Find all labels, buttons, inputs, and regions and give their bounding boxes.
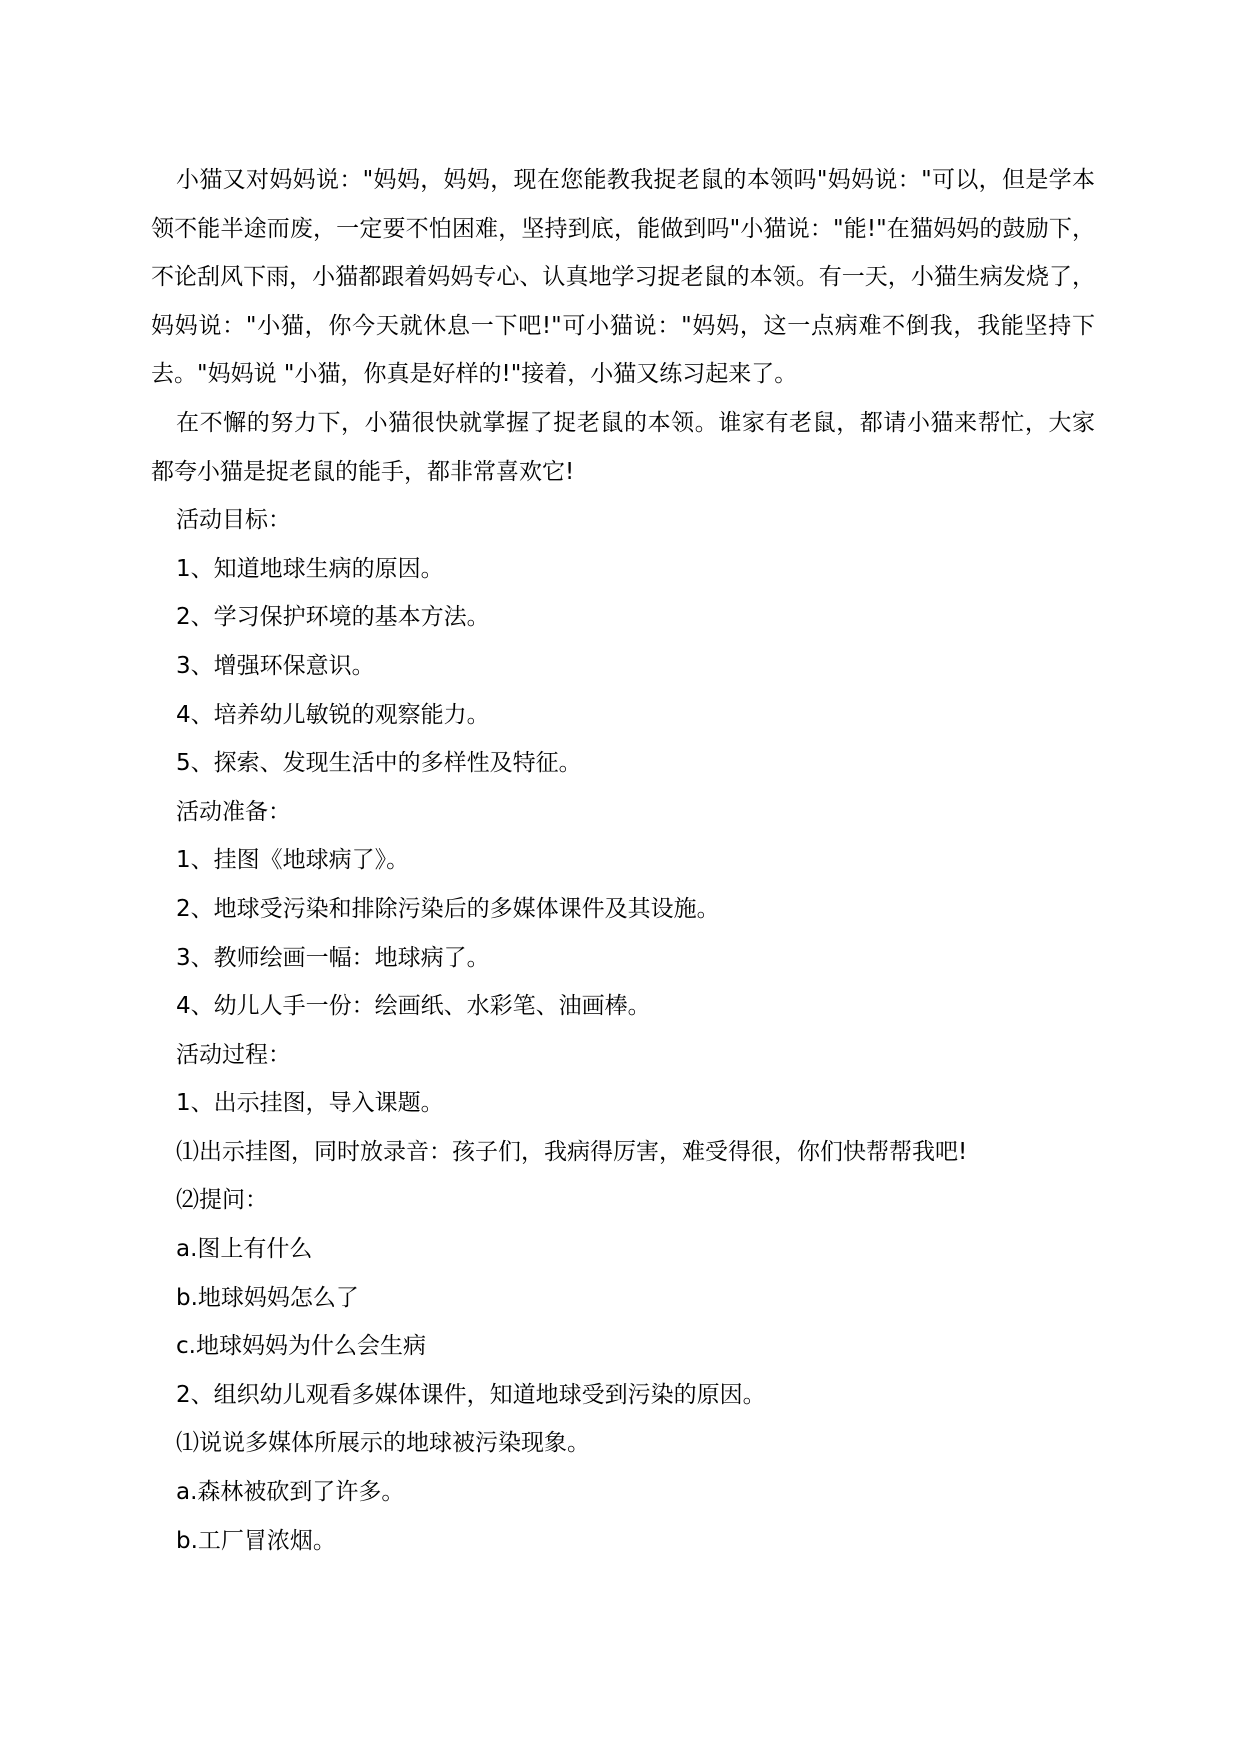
goal-item-3: 3、增强环保意识。: [176, 652, 375, 679]
goal-item-2: 2、学习保护环境的基本方法。: [176, 604, 490, 631]
question-item-b: b.地球妈妈怎么了: [176, 1284, 359, 1311]
process-substep-1-1: ⑴出示挂图，同时放录音：孩子们，我病得厉害，难受得很，你们快帮帮我吧!: [176, 1138, 968, 1165]
story-paragraph-2: 在不懈的努力下，小猫很快就掌握了捉老鼠的本领。谁家有老鼠，都请小猫来帮忙，大家都夸小猫是捉老鼠的能手，都非常喜欢它!: [151, 409, 1095, 485]
pollution-item-a: a.森林被砍到了许多。: [176, 1479, 405, 1506]
section-heading-preparation: 活动准备：: [176, 798, 291, 825]
story-paragraph-1: 小猫又对妈妈说："妈妈，妈妈，现在您能教我捉老鼠的本领吗"妈妈说："可以，但是学本领不能半途而废，一定要不怕困难，坚持到底，能做到吗"小猫说："能!"在猫妈妈的鼓励下，不论刮风下雨，小猫都跟着妈妈专心、认真地学习捉老鼠的本领。有一天，小猫生病发烧了，妈妈说："小猫，你今天就休息一下吧!"可小猫说："妈妈，这一点病难不倒我，我能坚持下去。"妈妈说 "小猫，你真是好样的!"接着，小猫又练习起来了。: [151, 167, 1095, 388]
goal-item-4: 4、培养幼儿敏锐的观察能力。: [176, 701, 490, 728]
process-substep-2-1: ⑴说说多媒体所展示的地球被污染现象。: [176, 1430, 590, 1457]
document-body: [151, 156, 1095, 1565]
process-step-1: 1、出示挂图，导入课题。: [176, 1090, 444, 1117]
goal-item-1: 1、知道地球生病的原因。: [176, 555, 444, 582]
preparation-item-2: 2、地球受污染和排除污染后的多媒体课件及其设施。: [176, 895, 720, 922]
goal-item-5: 5、探索、发现生活中的多样性及特征。: [176, 750, 582, 777]
section-heading-goals: 活动目标：: [176, 507, 291, 534]
preparation-item-3: 3、教师绘画一幅：地球病了。: [176, 944, 490, 971]
question-item-a: a.图上有什么: [176, 1236, 313, 1263]
process-step-2: 2、组织幼儿观看多媒体课件，知道地球受到污染的原因。: [176, 1381, 766, 1408]
pollution-item-b: b.工厂冒浓烟。: [176, 1527, 336, 1554]
section-heading-process: 活动过程：: [176, 1041, 291, 1068]
question-item-c: c.地球妈妈为什么会生病: [176, 1333, 426, 1360]
preparation-item-4: 4、幼儿人手一份：绘画纸、水彩笔、油画棒。: [176, 993, 651, 1020]
preparation-item-1: 1、挂图《地球病了》。: [176, 847, 410, 874]
process-substep-1-2: ⑵提问：: [176, 1187, 268, 1214]
